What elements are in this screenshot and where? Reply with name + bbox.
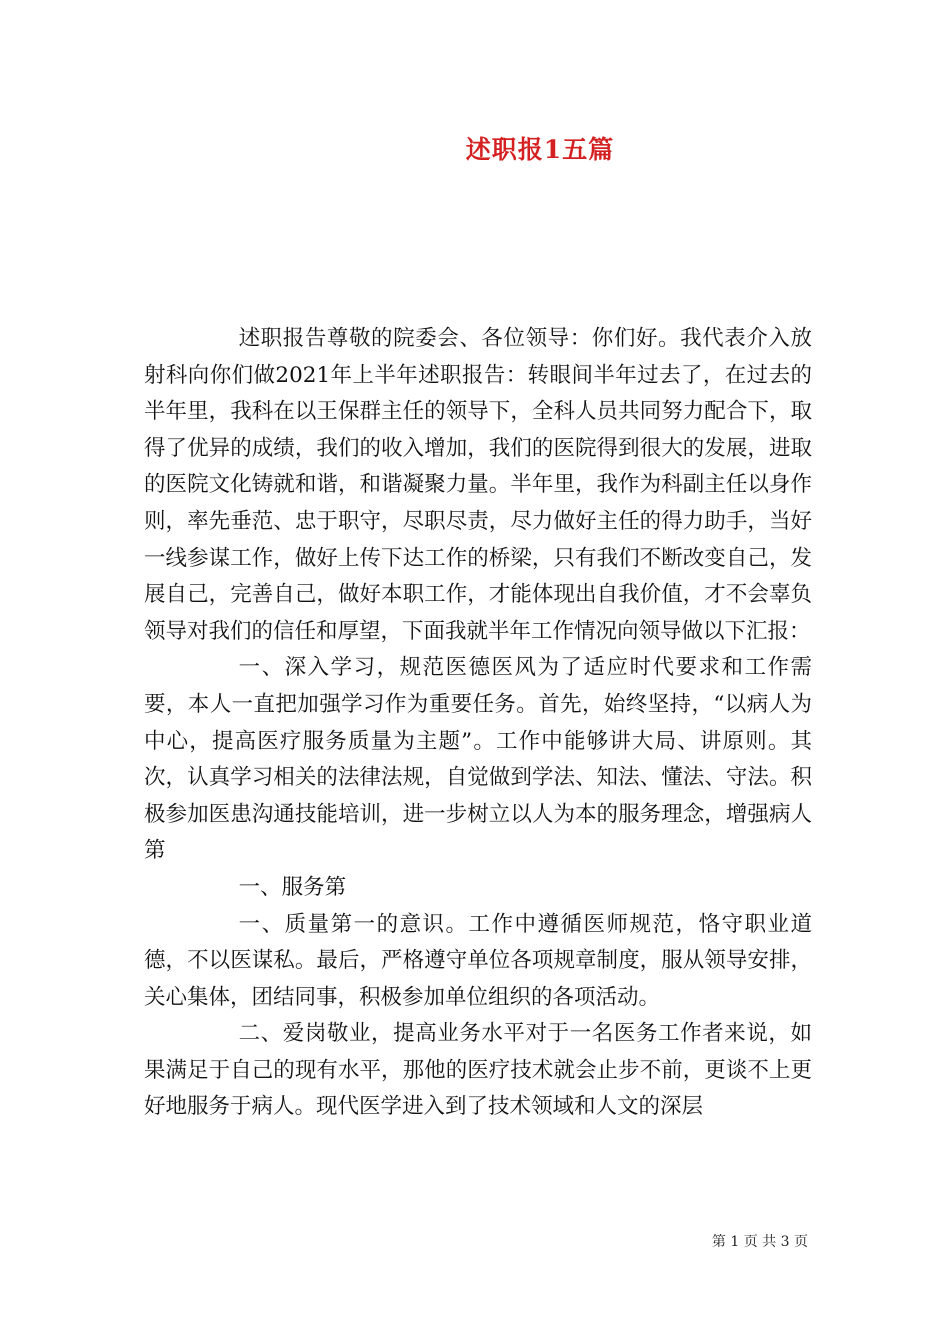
body-paragraph: 二、爱岗敬业，提高业务水平对于一名医务工作者来说，如果满足于自己的现有水平，那他的医疗技术就会止步不前，更谈不上更好地服务于病人。现代医学进入到了技术领域和人文的深层 (144, 1021, 812, 1120)
document-title: 述职报1五篇 (465, 135, 615, 164)
body-paragraph: 述职报告尊敬的院委会、各位领导：你们好。我代表介入放射科向你们做2021年上半年述职报告：转眼间半年过去了，在过去的半年里，我科在以王保群主任的领导下，全科人员共同努力配合下，取得了优异的成绩，我们的收入增加，我们的医院得到很大的发展，进取的医院文化铸就和谐，和谐凝聚力量。半年里，我作为科副主任以身作则，率先垂范、忠于职守，尽职尽责，尽力做好主任的得力助手，当好一线参谋工作，做好上传下达工作的桥梁，只有我们不断改变自己，发展自己，完善自己，做好本职工作，才能体现出自我价值，才不会辜负领导对我们的信任和厚望，下面我就半年工作情况向领导做以下汇报： (144, 326, 812, 644)
document-body (144, 321, 812, 1126)
page-number-footer: 第 1 页 共 3 页 (711, 1234, 808, 1250)
body-paragraph: 一、服务第 (238, 874, 347, 900)
body-paragraph: 一、深入学习，规范医德医风为了适应时代要求和工作需要，本人一直把加强学习作为重要任务。首先，始终坚持，“以病人为中心，提高医疗服务质量为主题”。工作中能够讲大局、讲原则。其次，认真学习相关的法律法规，自觉做到学法、知法、懂法、守法。积极参加医患沟通技能培训，进一步树立以人为本的服务理念，增强病人第 (144, 655, 812, 864)
body-paragraph: 一、质量第一的意识。工作中遵循医师规范，恪守职业道德，不以医谋私。最后，严格遵守单位各项规章制度，服从领导安排，关心集体，团结同事，积极参加单位组织的各项活动。 (144, 911, 812, 1010)
